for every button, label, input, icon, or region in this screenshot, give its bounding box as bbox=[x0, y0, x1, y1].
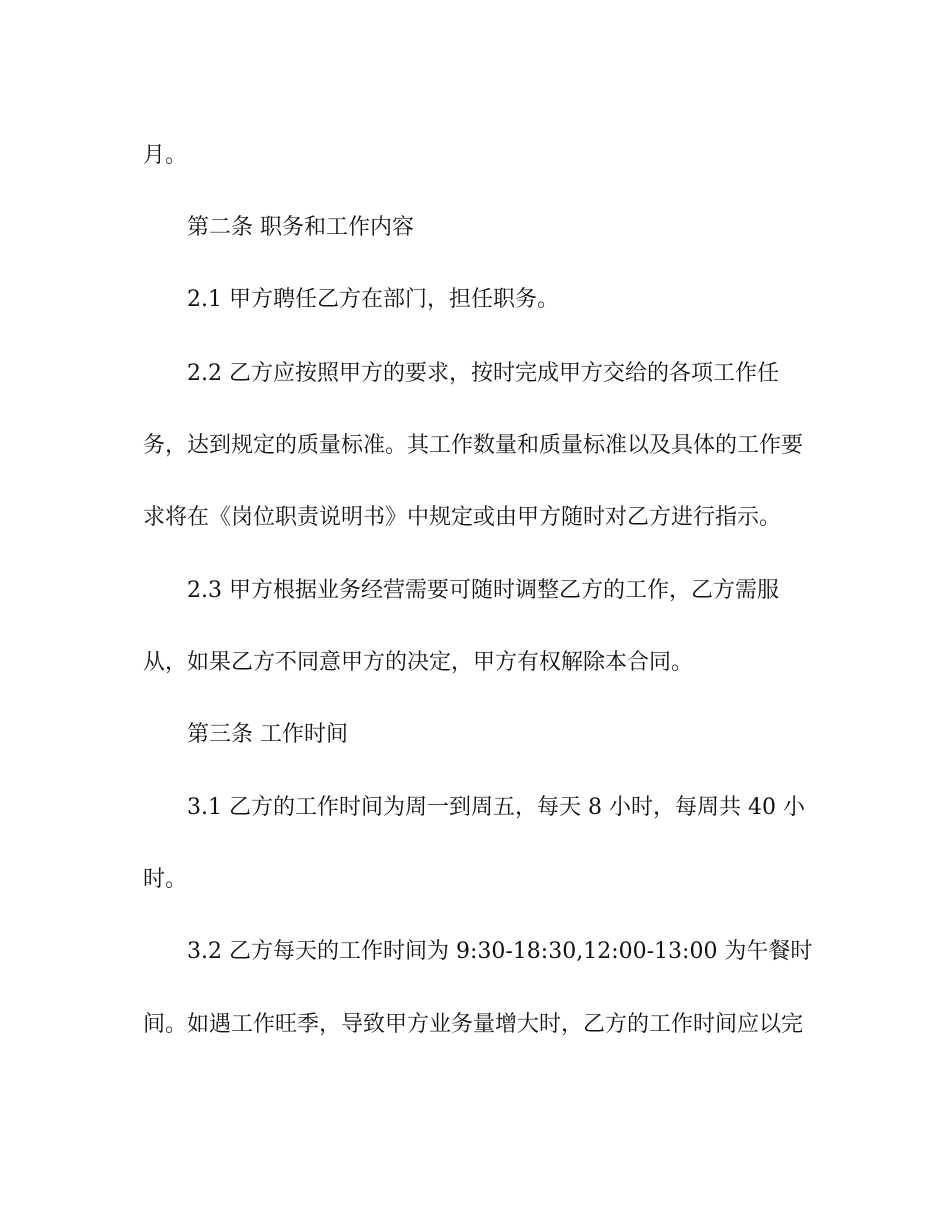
clause-2-3-line-2: 从，如果乙方不同意甲方的决定，甲方有权解除本合同。 bbox=[143, 650, 694, 675]
text-line-continuation: 月。 bbox=[143, 143, 188, 168]
section-heading-article-3: 第三条 工作时间 bbox=[187, 722, 348, 747]
clause-2-3-line-1: 2.3 甲方根据业务经营需要可随时调整乙方的工作，乙方需服 bbox=[187, 578, 779, 603]
clause-2-2-line-1: 2.2 乙方应按照甲方的要求，按时完成甲方交给的各项工作任 bbox=[187, 361, 779, 386]
clause-3-2-line-1: 3.2 乙方每天的工作时间为 9:30-18:30,12:00-13:00 为午餐时 bbox=[187, 939, 813, 964]
clause-2-1: 2.1 甲方聘任乙方在部门，担任职务。 bbox=[187, 287, 559, 312]
clause-3-1-line-2: 时。 bbox=[143, 867, 188, 892]
clause-2-2-line-3: 求将在《岗位职责说明书》中规定或由甲方随时对乙方进行指示。 bbox=[143, 505, 782, 530]
section-heading-article-2: 第二条 职务和工作内容 bbox=[187, 215, 414, 240]
clause-3-2-line-2: 间。如遇工作旺季，导致甲方业务量增大时，乙方的工作时间应以完 bbox=[143, 1012, 804, 1037]
clause-2-2-line-2: 务，达到规定的质量标准。其工作数量和质量标准以及具体的工作要 bbox=[143, 433, 804, 458]
clause-3-1-line-1: 3.1 乙方的工作时间为周一到周五，每天 8 小时，每周共 40 小 bbox=[187, 795, 805, 820]
